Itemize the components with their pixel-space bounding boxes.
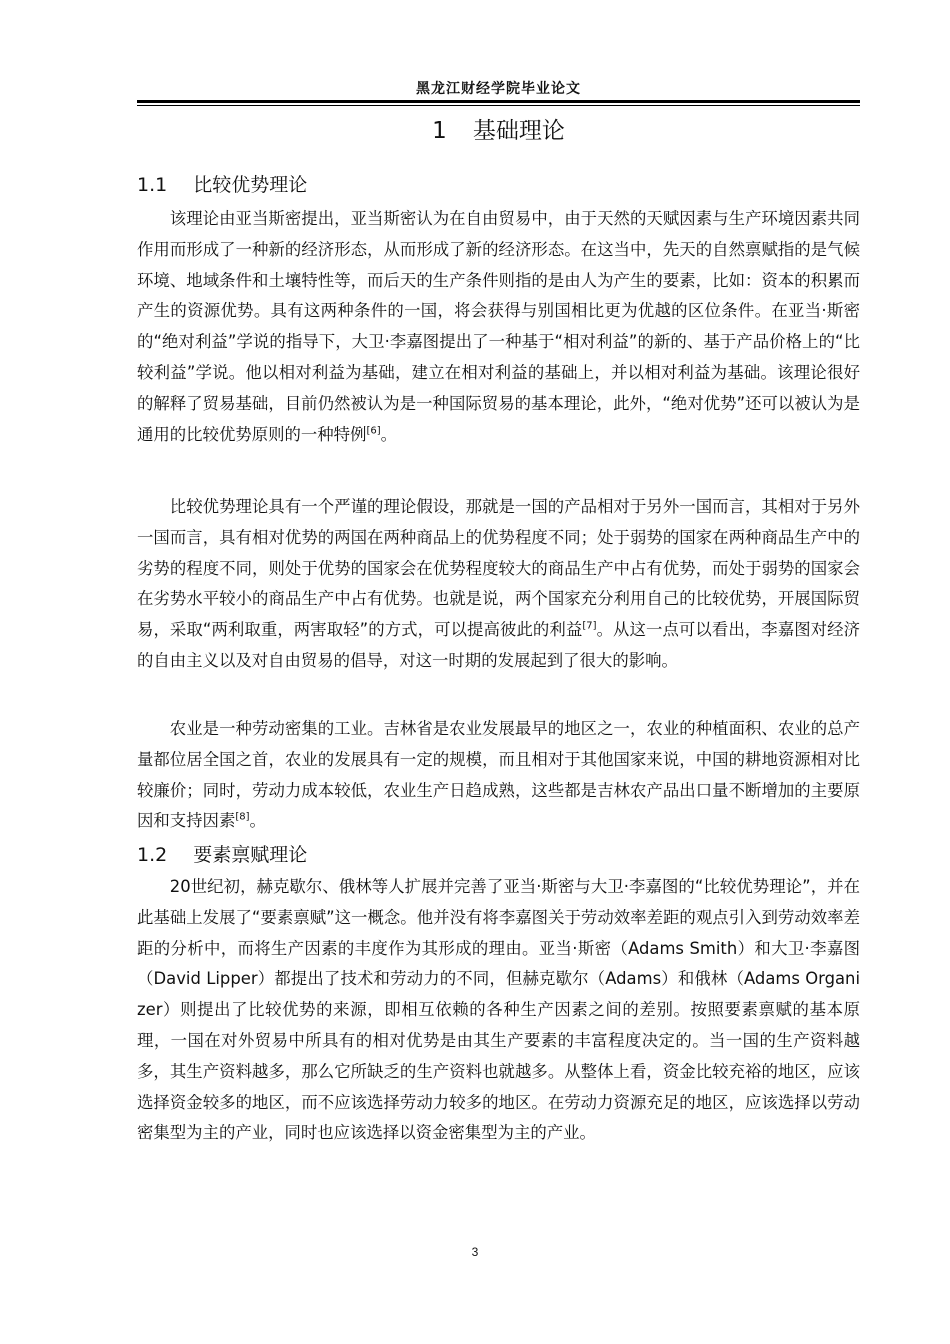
chapter-number: 1 [432, 118, 447, 144]
section-heading-1-2 [137, 840, 307, 867]
body-paragraph [137, 872, 860, 1149]
body-paragraph [137, 492, 860, 677]
paragraph-tail: 。 [380, 424, 398, 444]
paragraph-text: 农业是一种劳动密集的工业。吉林省是农业发展最早的地区之一，农业的种植面积、农业的总产量都位居全国之首，农业的发展具有一定的规模，而且相对于其他国家来说，中国的耕地资源相对比较廉价；同时，劳动力成本较低，农业生产日趋成熟，这些都是吉林农产品出口量不断增加的主要原因和支持因素 [137, 719, 860, 831]
chapter-title: 基础理论 [472, 118, 565, 144]
header-rule-thick [137, 100, 860, 103]
paragraph-text: 该理论由亚当斯密提出，亚当斯密认为在自由贸易中，由于天然的天赋因素与生产环境因素共同作用而形成了一种新的经济形态，从而形成了新的经济形态。在这当中，先天的自然禀赋指的是气候环境、地域条件和土壤特性等，而后天的生产条件则指的是由人为产生的要素，比如：资本的积累而产生的资源优势。具有这两种条件的一国，将会获得与别国相比更为优越的区位条件。在亚当·斯密的“绝对利益”学说的指导下，大卫·李嘉图提出了一种基于“相对利益”的新的、基于产品价格上的“比较利益”学说。他以相对利益为基础，建立在相对利益的基础上，并以相对利益为基础。该理论很好的解释了贸易基础，目前仍然被认为是一种国际贸易的基本理论，此外，“绝对优势”还可以被认为是通用的比较优势原则的一种特例 [137, 209, 860, 444]
page-number: 3 [471, 1245, 479, 1259]
section-number: 1.2 [137, 844, 168, 866]
citation-ref: [8] [235, 811, 250, 823]
paragraph-tail: 。 [249, 811, 266, 831]
citation-ref: [6] [366, 425, 381, 437]
body-paragraph [137, 714, 860, 837]
paragraph-tail: 。从这一点可以看出，李嘉图对经济的自由主义以及对自由贸易的倡导，对这一时期的发展起到了很大的影响。 [137, 620, 860, 670]
section-number: 1.1 [137, 174, 168, 196]
citation-ref: [7] [582, 620, 597, 632]
header-rule-thin [137, 105, 860, 106]
paragraph-text: 比较优势理论具有一个严谨的理论假设，那就是一国的产品相对于另外一国而言，其相对于另外一国而言，具有相对优势的两国在两种商品上的优势程度不同；处于弱势的国家在两种商品生产中的劣势的程度不同，则处于优势的国家会在优势程度较大的商品生产中占有优势，而处于弱势的国家会在劣势水平较小的商品生产中占有优势。也就是说，两个国家充分利用自己的比较优势，开展国际贸易，采取“两利取重，两害取轻”的方式，可以提高彼此的利益 [137, 497, 860, 640]
section-title: 要素禀赋理论 [193, 844, 308, 866]
body-paragraph [137, 204, 860, 450]
running-header-title: 黑龙江财经学院毕业论文 [416, 81, 581, 97]
section-heading-1-1 [137, 170, 307, 197]
section-title: 比较优势理论 [193, 174, 308, 196]
paragraph-text: 20世纪初，赫克歇尔、俄林等人扩展并完善了亚当·斯密与大卫·李嘉图的“比较优势理论”，并在此基础上发展了“要素禀赋”这一概念。他并没有将李嘉图关于劳动效率差距的观点引入到劳动效率差距的分析中，而将生产因素的丰度作为其形成的理由。亚当·斯密（Adams Smith）和大卫·李嘉图（David Lipper）都提出了技术和劳动力的不同，但赫克歇尔（Adams）和俄林（Adams Organizer）则提出了比较优势的来源，即相互依赖的各种生产因素之间的差别。按照要素禀赋的基本原理，一国在对外贸易中所具有的相对优势是由其生产要素的丰富程度决定的。当一国的生产资料越多，其生产资料越多，那么它所缺乏的生产资料也就越多。从整体上看，资金比较充裕的地区，应该选择资金较多的地区，而不应该选择劳动力较多的地区。在劳动力资源充足的地区，应该选择以劳动密集型为主的产业，同时也应该选择以资金密集型为主的产业。 [137, 877, 860, 1143]
chapter-heading [137, 112, 860, 145]
